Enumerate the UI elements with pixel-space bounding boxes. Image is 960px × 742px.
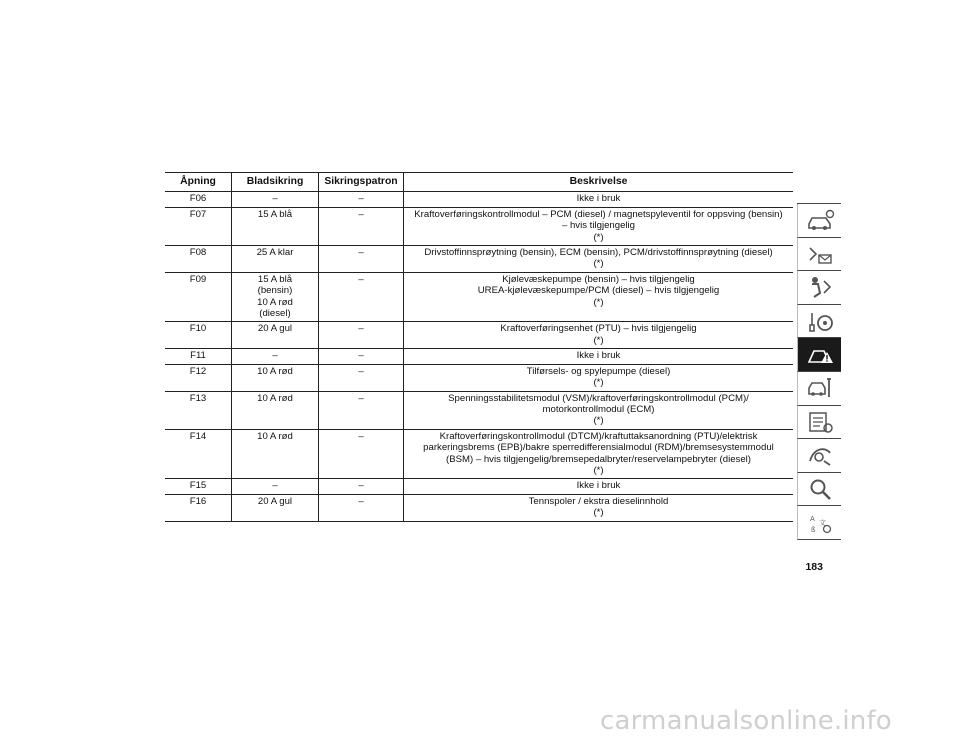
search-icon [805,477,835,501]
car-info-icon [805,208,835,232]
cell-slot: F08 [165,246,232,273]
cell-slot: F09 [165,272,232,322]
chapter-tab-5[interactable] [797,338,841,372]
cell-slot: F16 [165,494,232,521]
chapter-tab-4[interactable] [797,305,841,339]
dashboard-lights-icon [805,242,835,266]
cell-description: Kjølevæskepumpe (bensin) – hvis tilgjengelig UREA-kjølevæskepumpe/PCM (diesel) – hvis tilgjengelig (*) [404,272,794,322]
chapter-tab-2[interactable] [797,238,841,272]
cell-description: Ikke i bruk [404,192,794,207]
table-row [165,349,793,364]
table-row [165,207,793,245]
cell-cartridge-fuse: – [319,272,404,322]
cell-cartridge-fuse: – [319,494,404,521]
cell-description: Ikke i bruk [404,479,794,494]
cell-cartridge-fuse: – [319,429,404,479]
table-row [165,246,793,273]
cell-cartridge-fuse: – [319,364,404,391]
fuse-table [165,172,793,522]
table-row [165,429,793,479]
cell-blade-fuse: 20 A gul [232,494,319,521]
cell-slot: F07 [165,207,232,245]
cell-description: Kraftoverføringskontrollmodul (DTCM)/kraftuttaksanordning (PTU)/elektrisk parkeringsbrems (EPB)/bakre sperredifferensialmodul (RDM)/bremsesystemmodul (BSM) – hvis tilgjengelig/bremsepedalbryter/reservelampebryter (diesel) (*) [404,429,794,479]
table-row [165,192,793,207]
cell-blade-fuse: – [232,479,319,494]
cell-blade-fuse: 15 A blå (bensin) 10 A rød (diesel) [232,272,319,322]
table-row [165,494,793,521]
table-body [165,192,793,521]
svg-text:A: A [809,514,815,523]
cell-blade-fuse: 10 A rød [232,391,319,429]
technical-specifications-icon [805,410,835,434]
chapter-tab-8[interactable] [797,439,841,473]
cell-cartridge-fuse: – [319,349,404,364]
chapter-tab-10[interactable] [797,506,841,540]
cell-slot: F13 [165,391,232,429]
watermark: carmanualsonline.info [600,706,892,736]
header-row [165,173,793,192]
chapter-tab-6[interactable] [797,372,841,406]
starting-driving-icon [805,309,835,333]
cell-description: Tennspoler / ekstra dieselinnhold (*) [404,494,794,521]
cell-slot: F06 [165,192,232,207]
cell-cartridge-fuse: – [319,391,404,429]
table-row [165,322,793,349]
multimedia-icon [805,443,835,467]
cell-cartridge-fuse: – [319,207,404,245]
cell-cartridge-fuse: – [319,322,404,349]
cell-cartridge-fuse: – [319,192,404,207]
cell-blade-fuse: 20 A gul [232,322,319,349]
cell-blade-fuse: 15 A blå [232,207,319,245]
cell-description: Tilførsels- og spylepumpe (diesel) (*) [404,364,794,391]
header-cartridge-fuse: Sikringspatron [319,173,404,192]
cell-blade-fuse: – [232,349,319,364]
cell-description: Drivstoffinnsprøytning (bensin), ECM (bensin), PCM/drivstoffinnsprøytning (diesel) (*) [404,246,794,273]
safety-icon [805,275,835,299]
cell-blade-fuse: 10 A rød [232,364,319,391]
cell-blade-fuse: 10 A rød [232,429,319,479]
chapter-tab-7[interactable] [797,406,841,440]
cell-slot: F15 [165,479,232,494]
cell-slot: F14 [165,429,232,479]
header-slot: Åpning [165,173,232,192]
cell-blade-fuse: – [232,192,319,207]
languages-icon [805,511,835,535]
svg-text:文: 文 [818,518,826,527]
cell-blade-fuse: 25 A klar [232,246,319,273]
cell-description: Ikke i bruk [404,349,794,364]
table-row [165,479,793,494]
header-blade-fuse: Bladsikring [232,173,319,192]
cell-slot: F12 [165,364,232,391]
chapter-tab-9[interactable] [797,473,841,507]
svg-text:ß: ß [810,525,815,534]
chapter-tabs [797,203,841,540]
table-header [165,173,793,192]
chapter-tab-1[interactable] [797,204,841,238]
emergency-icon [805,343,835,367]
header-description: Beskrivelse [404,173,794,192]
cell-description: Kraftoverføringsenhet (PTU) – hvis tilgjengelig (*) [404,322,794,349]
servicing-maintenance-icon [805,376,835,400]
page-number: 183 [805,561,823,573]
table-row [165,364,793,391]
table-row [165,272,793,322]
cell-slot: F11 [165,349,232,364]
cell-description: Kraftoverføringskontrollmodul – PCM (diesel) / magnetspyleventil for oppsving (bensin) – hvis tilgjengelig (*) [404,207,794,245]
chapter-tab-3[interactable] [797,271,841,305]
cell-cartridge-fuse: – [319,479,404,494]
cell-slot: F10 [165,322,232,349]
cell-description: Spenningsstabilitetsmodul (VSM)/kraftoverføringskontrollmodul (PCM)/ motorkontrollmodul (ECM) (*) [404,391,794,429]
cell-cartridge-fuse: – [319,246,404,273]
table-row [165,391,793,429]
